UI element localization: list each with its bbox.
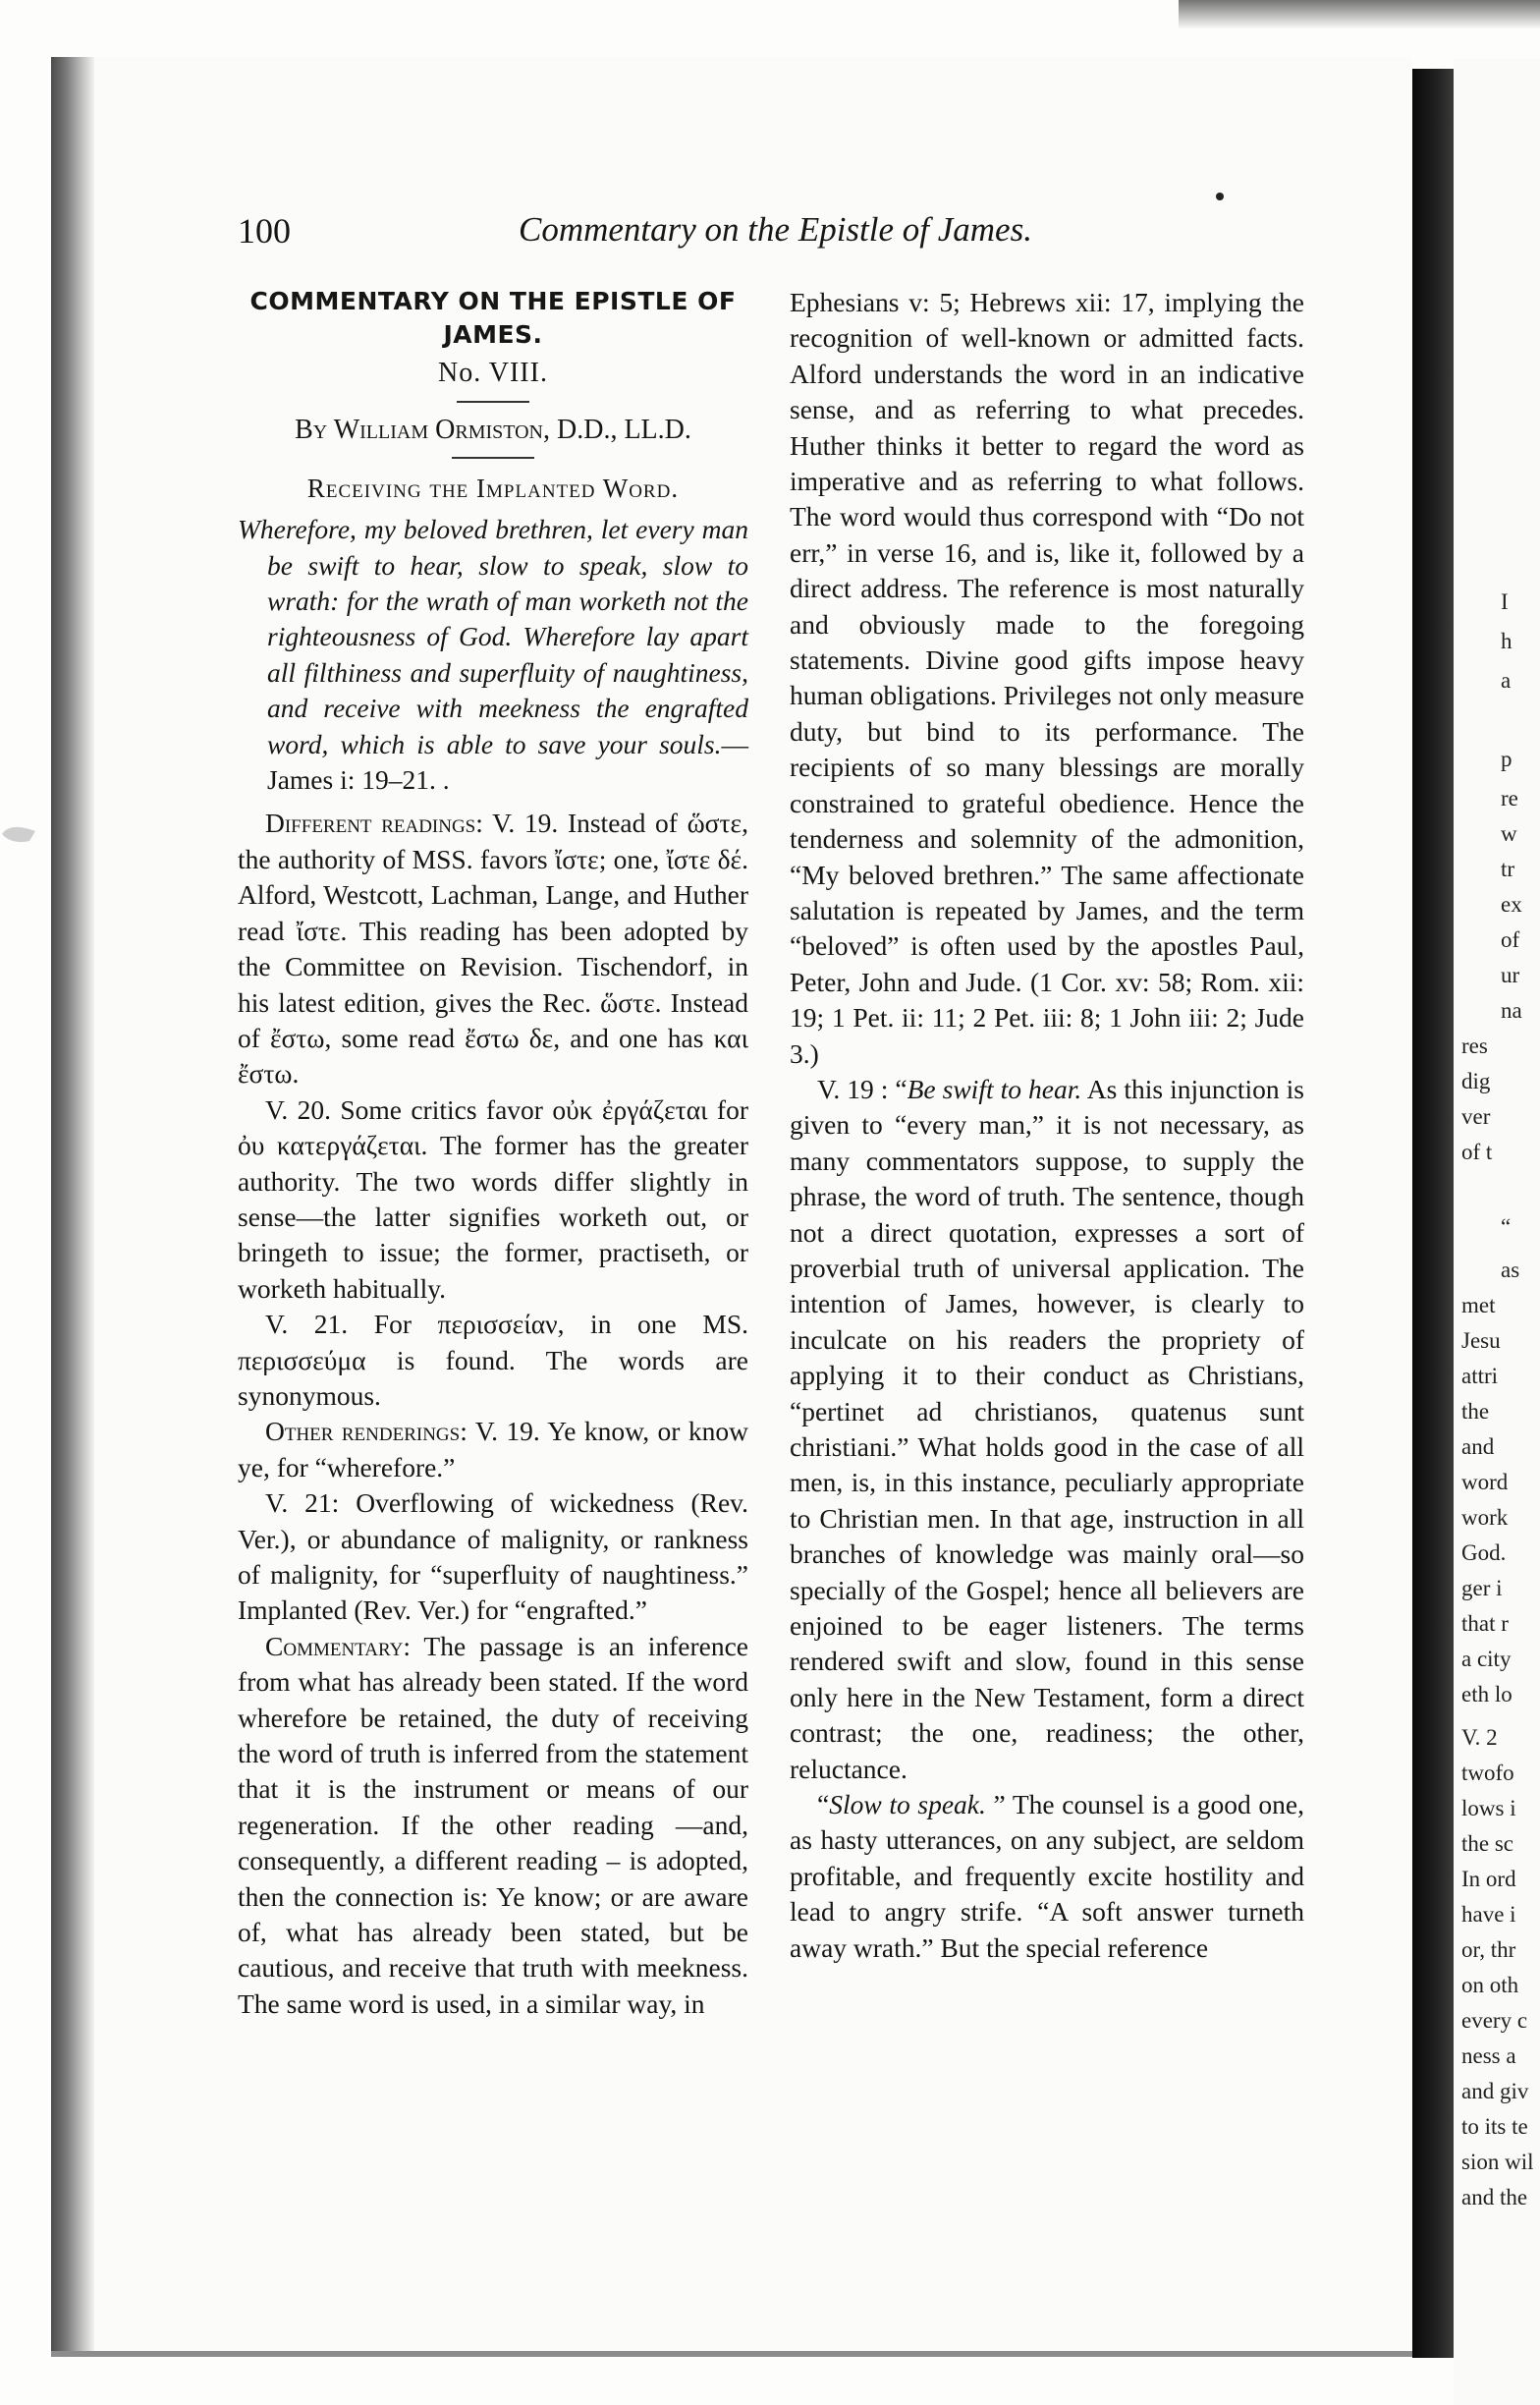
next-page-fragment: as [1501, 1258, 1520, 1282]
next-page-fragment: a city [1461, 1647, 1512, 1671]
issue-number: No. VIII. [438, 358, 548, 388]
next-page-fragment: sion wil [1461, 2150, 1534, 2174]
paragraph [238, 1307, 748, 1414]
paragraph-lead: “ [817, 1789, 830, 1820]
paragraph-lead-italic: Slow to speak. [829, 1789, 986, 1820]
paragraph-text: V. 19. Ye know, or know ye, for “wherefore.” [238, 1416, 748, 1482]
epigraph-text: Wherefore, my beloved brethren, let every man be swift to hear, slow to speak, slow to wrath: for the wrath of man worketh not the righteousness of God. Wherefore lay apart all filthiness and superfluity of naughtiness, and receive with meekness the engrafted word, which is able to save your souls. [238, 514, 748, 759]
paragraph-lead-italic: Be swift to hear. [907, 1073, 1082, 1104]
next-page-fragment: re [1501, 786, 1518, 811]
right-column [790, 285, 1304, 1966]
next-page-fragment: Jesu [1461, 1328, 1501, 1353]
next-page-fragment: every c [1461, 2008, 1528, 2033]
paragraph [238, 806, 748, 1091]
next-page-fragment: I [1501, 589, 1509, 614]
next-page-fragment: twofo [1461, 1761, 1514, 1785]
next-page-fragment: ex [1501, 892, 1522, 917]
next-page-fragment: tr [1501, 857, 1515, 881]
paragraph-label: Other renderings: [265, 1416, 468, 1447]
next-page-fragment: and giv [1461, 2079, 1529, 2103]
next-page-fragment: the [1461, 1399, 1490, 1424]
paragraph-label: Different readings: [265, 808, 483, 839]
left-paragraphs [238, 806, 748, 2022]
paragraph-text: V. 21. For περισσείαν, in one MS. περισσεύμα is found. The words are synonymous. [238, 1309, 748, 1411]
epigraph-reference: —James i: 19–21. . [267, 728, 748, 796]
next-page-fragment: “ [1501, 1214, 1512, 1239]
next-page-fragment: lows i [1461, 1796, 1516, 1820]
paragraph-text: V. 20. Some critics favor οὐκ ἐργάζεται for ὀυ κατεργάζεται. The former has the greater authority. The two words differ slightly in sense—the latter signifies worketh out, or bringeth to issue; the former, practiseth, or worketh habitually. [238, 1093, 748, 1304]
next-page-fragment: na [1501, 998, 1522, 1023]
book-binding [1412, 69, 1454, 2358]
next-page-fragment: met [1461, 1293, 1496, 1317]
left-column [238, 285, 748, 2022]
paragraph [790, 1072, 1304, 1787]
running-head [238, 210, 1308, 250]
next-page-fragment: In ord [1461, 1867, 1516, 1891]
paragraph [238, 1092, 748, 1307]
next-page-fragment: the sc [1461, 1831, 1514, 1856]
next-page-fragment: of [1501, 927, 1520, 952]
next-page-fragment: of t [1461, 1140, 1493, 1164]
paragraph-text: V. 19. Instead of ὥστε, the authority of MSS. favors ἴστε; one, ἴστε δέ. Alford, Westcott, Lachman, Lange, and Huther read ἴστε. This reading has been adopted by the Committee on Revision. Tischendorf, in his latest edition, gives the Rec. ὥστε. Instead of ἔστω, some read ἔστω δε, and one has και ἔστω. [238, 808, 748, 1090]
divider [457, 401, 529, 403]
next-page-fragment: word [1461, 1470, 1509, 1494]
paragraph [238, 1414, 748, 1485]
next-page-fragment: that r [1461, 1611, 1509, 1636]
next-page-fragment: eth lo [1461, 1682, 1512, 1706]
page-gutter-shadow [51, 57, 94, 2351]
next-page-fragment: w [1501, 821, 1517, 846]
next-page-fragment: attri [1461, 1364, 1499, 1388]
next-page-fragment: h [1501, 629, 1512, 653]
next-page-fragment: work [1461, 1505, 1509, 1530]
paragraph [790, 285, 1304, 1072]
article-title: COMMENTARY ON THE EPISTLE OF JAMES. [249, 287, 737, 349]
next-page-fragment: ur [1501, 963, 1520, 987]
next-page-fragment: God. [1461, 1540, 1507, 1565]
paragraph-text: As this injunction is given to “every man,” it is not necessary, as many commentators suppose, to supply the phrase, the word of truth. The sentence, though not a direct quotation, expresses a sort of proverbial truth of universal application. The intention of James, however, is clearly to inculcate on his readers the propriety of applying it to their conduct as Christians, “pertinet ad christianos, quatenus sunt christiani.” What holds good in the case of all men, is, in this instance, peculiarly appropriate to Christian men. In that age, instruction in all branches of knowledge was mainly oral—so specially of the Gospel; hence all believers are enjoined to be eager listeners. The terms rendered swift and slow, found in this sense only here in the New Testament, form a direct contrast; the one, readiness; the other, reluctance. [790, 1073, 1304, 1784]
running-title: Commentary on the Epistle of James. [519, 210, 1032, 249]
next-page-fragment: on oth [1461, 1973, 1519, 1997]
divider [452, 457, 534, 459]
scan-edge-shadow [1179, 0, 1540, 29]
next-page-edge [1454, 59, 1540, 2405]
next-page-fragment: have i [1461, 1902, 1516, 1927]
scan-artifact-icon [0, 823, 37, 845]
right-paragraphs [790, 285, 1304, 1966]
next-page-fragment: and the [1461, 2185, 1528, 2209]
epigraph [238, 512, 748, 798]
paragraph [790, 1787, 1304, 1966]
next-page-fragment: dig [1461, 1069, 1491, 1093]
next-page-fragment: ness a [1461, 2043, 1516, 2068]
paragraph-text: Ephesians v: 5; Hebrews xii: 17, implying the recognition of well-known or admitted facts. Alford understands the word in an indicative sense, and as referring to what precedes. Huther thinks it better to regard the word as imperative and as referring to what follows. The word would thus correspond with “Do not err,” in verse 16, and is, like it, followed by a direct address. The reference is most naturally and obviously made to the foregoing statements. Divine good gifts impose heavy human obligations. Privileges not only measure duty, but bind to its performance. The recipients of so many blessings are morally constrained to grateful obedience. Hence the tenderness and solemnity of the admonition, “My beloved brethren.” The same affectionate salutation is repeated by James, and the term “beloved” is often used by the apostles Paul, Peter, John and Jude. (1 Cor. xv: 58; Rom. xii: 19; 1 Pet. ii: 11; 2 Pet. iii: 8; 1 John iii: 2; Jude 3.) [790, 287, 1304, 1069]
ink-dot [1216, 193, 1224, 200]
next-page-fragment: a [1501, 668, 1512, 693]
next-page-fragment: res [1461, 1034, 1488, 1058]
paragraph-text: The passage is an inference from what has already been stated. If the word wherefore be retained, the duty of receiving the word of truth is inferred from the statement that it is the instrument or means of our regeneration. If the other reading —and, consequently, a different reading – is adopted, then the connection is: Ye know; or are aware of, what has already been stated, but be cautious, and receive that truth with meekness. The same word is used, in a similar way, in [238, 1630, 748, 2019]
next-page-fragment: p [1501, 747, 1512, 771]
page-bottom-edge [51, 2351, 1416, 2357]
paragraph-text: ” The counsel is a good one, as hasty utterances, on any subject, are seldom profitable, and frequently excite hostility and lead to angry strife. “A soft answer turneth away wrath.” But the special reference [790, 1789, 1304, 1963]
byline: By William Ormiston, D.D., LL.D. [295, 415, 691, 446]
paragraph-lead: V. 19 : “ [817, 1073, 908, 1104]
paragraph-text: V. 21: Overflowing of wickedness (Rev. Ver.), or abundance of malignity, or rankness of malignity, for “superfluity of naughtiness.” Implanted (Rev. Ver.) for “engrafted.” [238, 1487, 748, 1626]
next-page-fragment: and [1461, 1434, 1495, 1459]
page-number: 100 [238, 211, 291, 251]
next-page-fragment: ger i [1461, 1576, 1503, 1600]
paragraph-label: Commentary: [265, 1630, 411, 1661]
paragraph [238, 1629, 748, 2022]
next-page-fragment: V. 2 [1461, 1725, 1498, 1750]
paragraph [238, 1485, 748, 1629]
next-page-fragment: to its te [1461, 2114, 1528, 2139]
next-page-fragment: or, thr [1461, 1937, 1516, 1962]
section-heading: Receiving the Implanted Word. [306, 473, 680, 503]
next-page-fragment: ver [1461, 1104, 1491, 1129]
